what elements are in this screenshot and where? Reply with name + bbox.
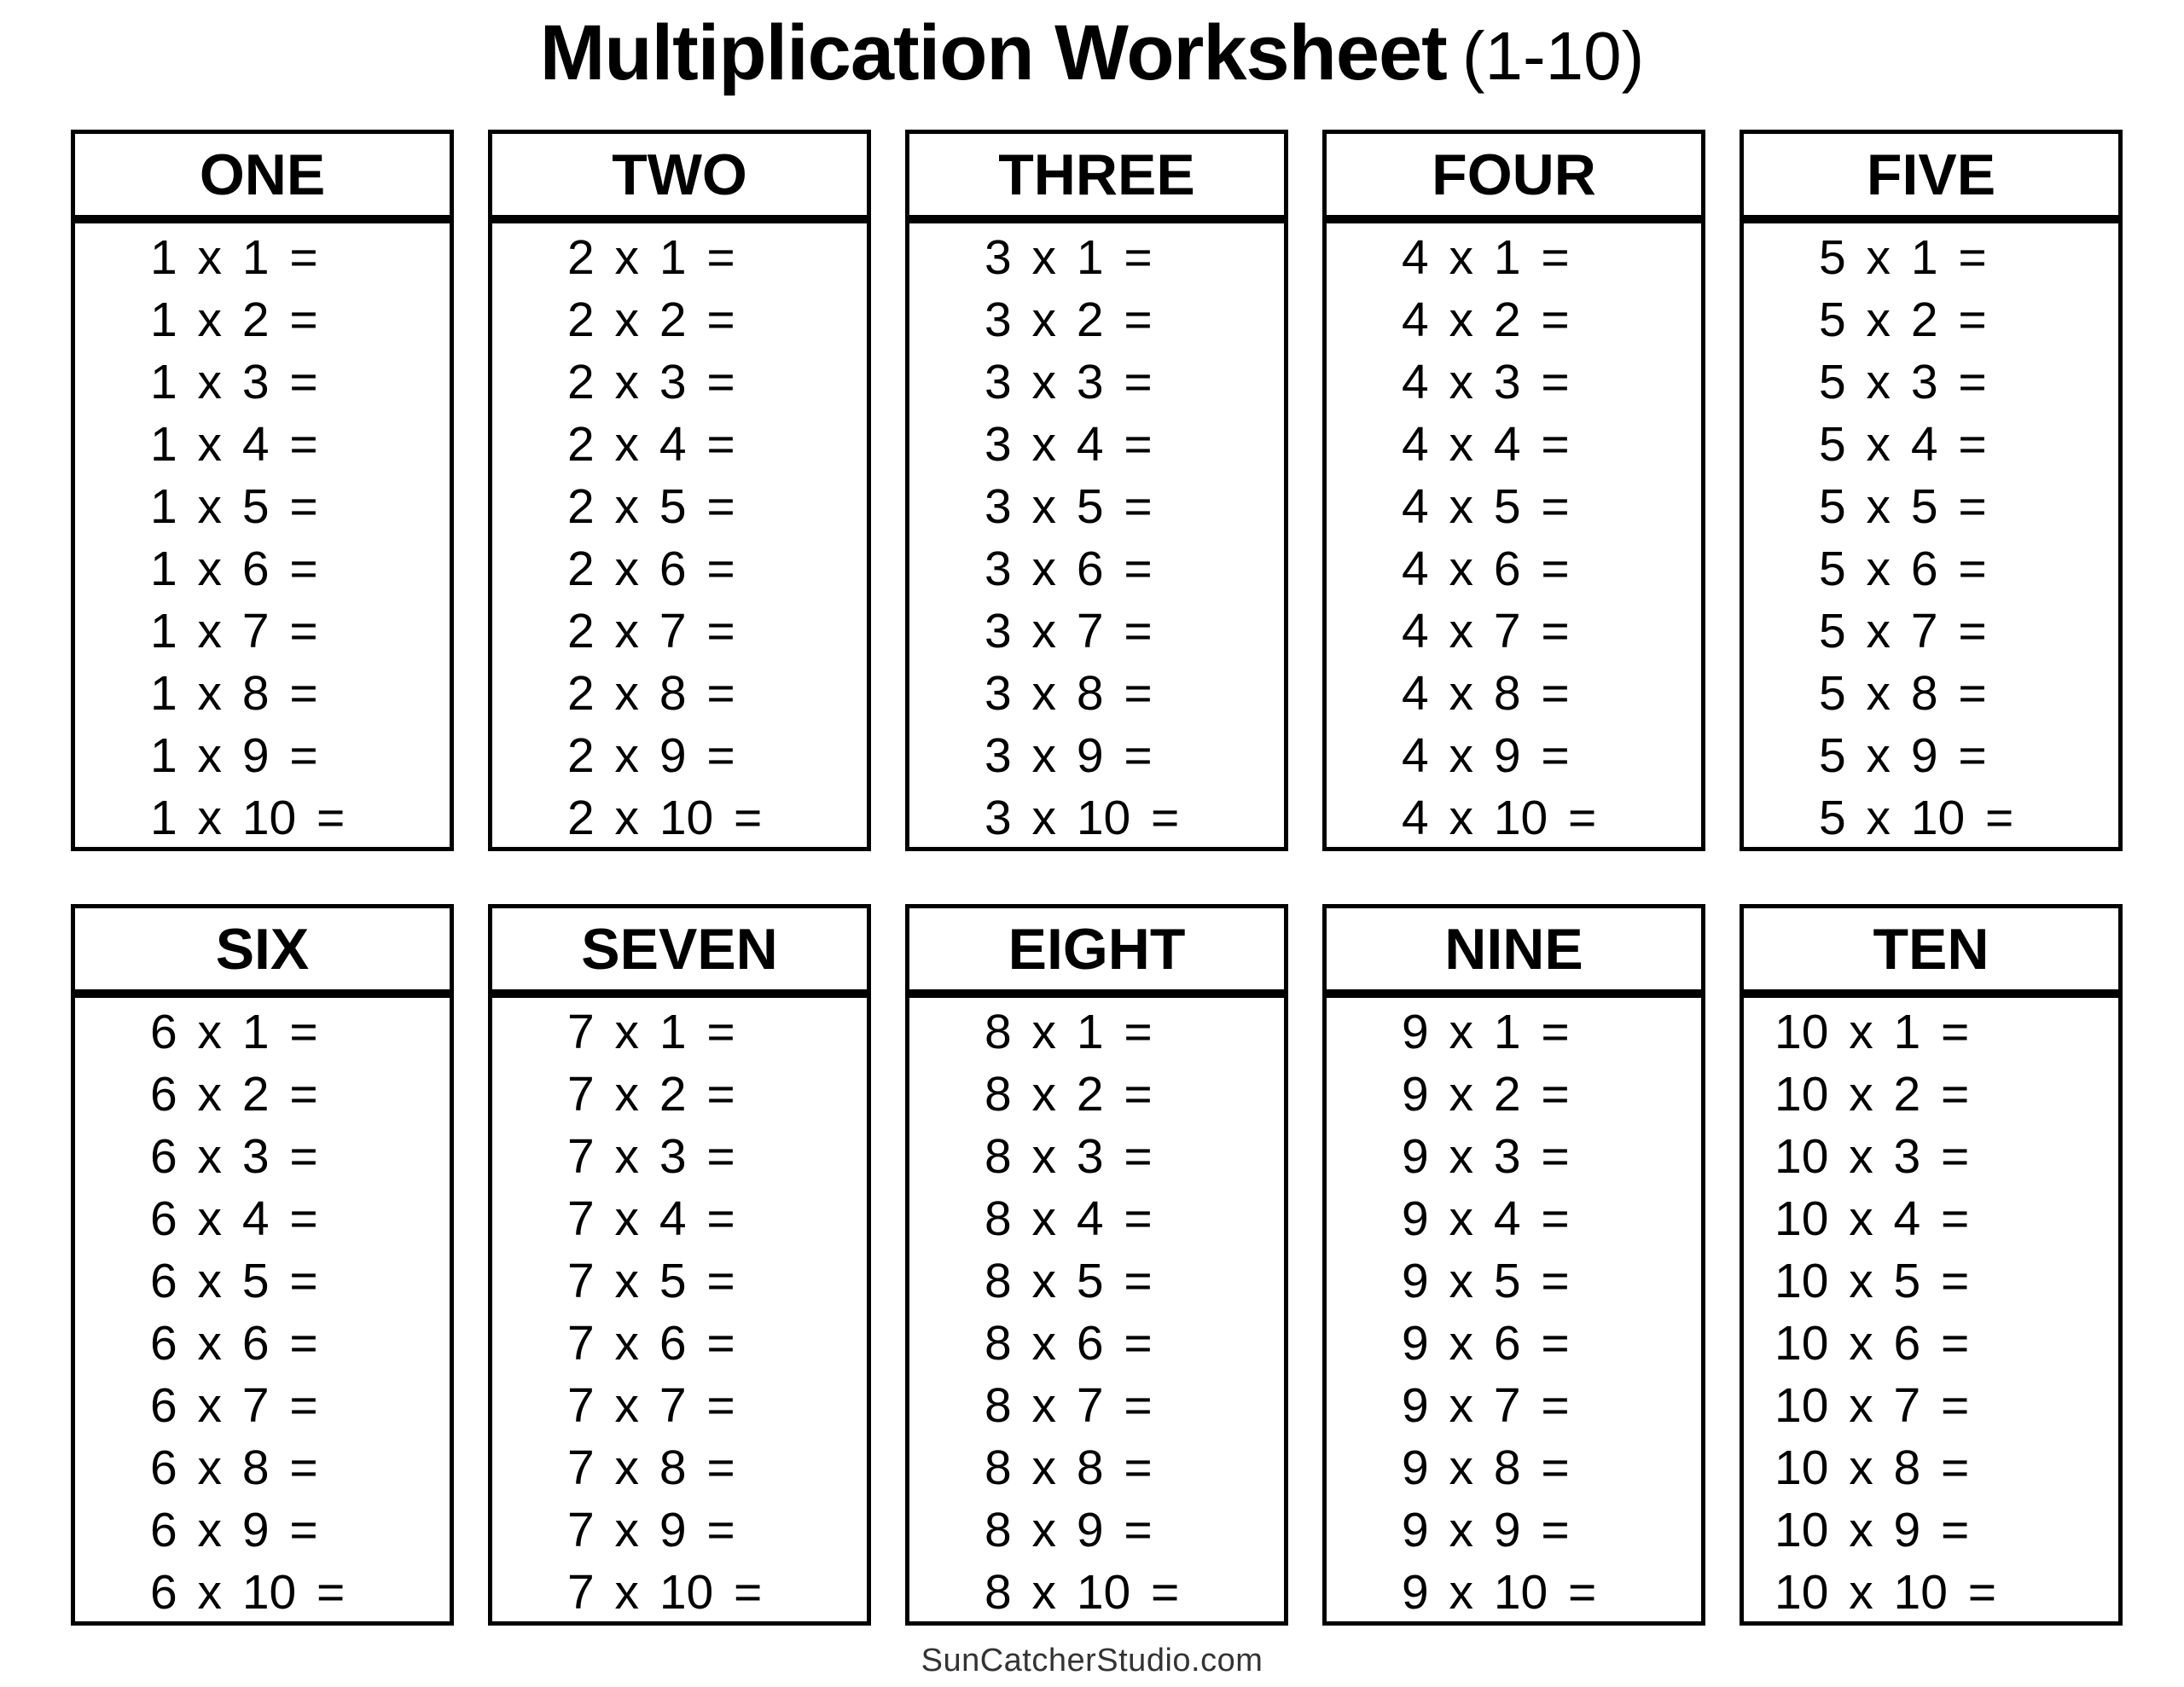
problem-row: 3 x 7 = xyxy=(985,604,1153,658)
problem-row: 7 x 5 = xyxy=(567,1254,735,1308)
times-table-header: FOUR xyxy=(1322,130,1705,219)
problem-row: 7 x 2 = xyxy=(567,1067,735,1122)
problem-row: 4 x 10 = xyxy=(1402,791,1597,845)
problem-row: 6 x 4 = xyxy=(150,1191,318,1246)
problem-row: 5 x 9 = xyxy=(1819,728,1987,783)
tables-grid xyxy=(71,130,2123,1626)
times-table-body xyxy=(1740,994,2123,1626)
times-table-body xyxy=(71,994,454,1626)
problem-row: 2 x 7 = xyxy=(567,604,735,658)
times-table-header: EIGHT xyxy=(905,904,1288,994)
problem-row: 3 x 4 = xyxy=(985,417,1153,472)
problem-row: 2 x 2 = xyxy=(567,293,735,347)
problem-row: 9 x 9 = xyxy=(1402,1503,1570,1557)
times-table-two xyxy=(488,130,871,851)
problem-row: 4 x 3 = xyxy=(1402,355,1570,409)
problem-row: 4 x 9 = xyxy=(1402,728,1570,783)
times-table-three xyxy=(905,130,1288,851)
problem-row: 4 x 2 = xyxy=(1402,293,1570,347)
problem-row: 5 x 4 = xyxy=(1819,417,1987,472)
problem-row: 9 x 8 = xyxy=(1402,1441,1570,1495)
problem-row: 8 x 1 = xyxy=(985,1005,1153,1059)
times-table-body xyxy=(488,219,871,851)
problem-row: 1 x 6 = xyxy=(150,542,318,596)
problem-row: 8 x 7 = xyxy=(985,1378,1153,1433)
problem-row: 7 x 4 = xyxy=(567,1191,735,1246)
problem-row: 5 x 10 = xyxy=(1819,791,2014,845)
problem-row: 7 x 10 = xyxy=(567,1565,763,1620)
problem-row: 8 x 3 = xyxy=(985,1129,1153,1184)
page-title xyxy=(0,9,2184,96)
problem-row: 2 x 5 = xyxy=(567,479,735,534)
times-table-body xyxy=(71,219,454,851)
problem-row: 3 x 5 = xyxy=(985,479,1153,534)
problem-row: 2 x 6 = xyxy=(567,542,735,596)
problem-row: 7 x 7 = xyxy=(567,1378,735,1433)
problem-row: 6 x 3 = xyxy=(150,1129,318,1184)
times-table-ten xyxy=(1740,904,2123,1626)
problem-row: 5 x 8 = xyxy=(1819,666,1987,721)
times-table-header: TEN xyxy=(1740,904,2123,994)
problem-row: 10 x 6 = xyxy=(1774,1316,1970,1371)
times-table-eight xyxy=(905,904,1288,1626)
problem-row: 9 x 7 = xyxy=(1402,1378,1570,1433)
problem-row: 7 x 3 = xyxy=(567,1129,735,1184)
problem-row: 6 x 10 = xyxy=(150,1565,346,1620)
problem-row: 8 x 10 = xyxy=(985,1565,1180,1620)
problem-row: 2 x 10 = xyxy=(567,791,763,845)
problem-row: 5 x 7 = xyxy=(1819,604,1987,658)
problem-row: 1 x 10 = xyxy=(150,791,346,845)
problem-row: 3 x 2 = xyxy=(985,293,1153,347)
problem-row: 8 x 4 = xyxy=(985,1191,1153,1246)
times-table-header: SIX xyxy=(71,904,454,994)
problem-row: 9 x 10 = xyxy=(1402,1565,1597,1620)
problem-row: 5 x 5 = xyxy=(1819,479,1987,534)
times-table-nine xyxy=(1322,904,1705,1626)
problem-row: 4 x 7 = xyxy=(1402,604,1570,658)
problem-row: 9 x 1 = xyxy=(1402,1005,1570,1059)
times-table-four xyxy=(1322,130,1705,851)
problem-row: 6 x 1 = xyxy=(150,1005,318,1059)
problem-row: 1 x 2 = xyxy=(150,293,318,347)
times-table-body xyxy=(905,219,1288,851)
times-table-body xyxy=(1322,994,1705,1626)
times-table-body xyxy=(905,994,1288,1626)
problem-row: 10 x 10 = xyxy=(1774,1565,1997,1620)
problem-row: 6 x 8 = xyxy=(150,1441,318,1495)
times-table-five xyxy=(1740,130,2123,851)
page-title-range: (1-10) xyxy=(1461,18,1645,94)
problem-row: 4 x 5 = xyxy=(1402,479,1570,534)
problem-row: 6 x 9 = xyxy=(150,1503,318,1557)
problem-row: 9 x 2 = xyxy=(1402,1067,1570,1122)
problem-row: 5 x 2 = xyxy=(1819,293,1987,347)
problem-row: 4 x 1 = xyxy=(1402,230,1570,285)
problem-row: 6 x 6 = xyxy=(150,1316,318,1371)
times-table-header: ONE xyxy=(71,130,454,219)
times-table-seven xyxy=(488,904,871,1626)
problem-row: 3 x 6 = xyxy=(985,542,1153,596)
problem-row: 7 x 8 = xyxy=(567,1441,735,1495)
problem-row: 3 x 8 = xyxy=(985,666,1153,721)
problem-row: 3 x 10 = xyxy=(985,791,1180,845)
problem-row: 1 x 4 = xyxy=(150,417,318,472)
problem-row: 1 x 1 = xyxy=(150,230,318,285)
problem-row: 10 x 4 = xyxy=(1774,1191,1970,1246)
times-table-body xyxy=(1322,219,1705,851)
problem-row: 9 x 3 = xyxy=(1402,1129,1570,1184)
problem-row: 2 x 3 = xyxy=(567,355,735,409)
problem-row: 6 x 2 = xyxy=(150,1067,318,1122)
times-table-header: THREE xyxy=(905,130,1288,219)
problem-row: 5 x 3 = xyxy=(1819,355,1987,409)
problem-row: 10 x 2 = xyxy=(1774,1067,1970,1122)
problem-row: 9 x 5 = xyxy=(1402,1254,1570,1308)
problem-row: 1 x 3 = xyxy=(150,355,318,409)
problem-row: 7 x 6 = xyxy=(567,1316,735,1371)
problem-row: 4 x 8 = xyxy=(1402,666,1570,721)
problem-row: 9 x 4 = xyxy=(1402,1191,1570,1246)
problem-row: 1 x 9 = xyxy=(150,728,318,783)
problem-row: 6 x 7 = xyxy=(150,1378,318,1433)
problem-row: 7 x 9 = xyxy=(567,1503,735,1557)
times-table-one xyxy=(71,130,454,851)
problem-row: 5 x 6 = xyxy=(1819,542,1987,596)
problem-row: 10 x 1 = xyxy=(1774,1005,1970,1059)
problem-row: 2 x 8 = xyxy=(567,666,735,721)
problem-row: 1 x 5 = xyxy=(150,479,318,534)
problem-row: 9 x 6 = xyxy=(1402,1316,1570,1371)
problem-row: 2 x 9 = xyxy=(567,728,735,783)
times-table-header: TWO xyxy=(488,130,871,219)
problem-row: 8 x 6 = xyxy=(985,1316,1153,1371)
problem-row: 3 x 9 = xyxy=(985,728,1153,783)
times-table-header: FIVE xyxy=(1740,130,2123,219)
problem-row: 10 x 5 = xyxy=(1774,1254,1970,1308)
problem-row: 8 x 9 = xyxy=(985,1503,1153,1557)
problem-row: 4 x 4 = xyxy=(1402,417,1570,472)
times-table-body xyxy=(1740,219,2123,851)
times-table-body xyxy=(488,994,871,1626)
problem-row: 10 x 9 = xyxy=(1774,1503,1970,1557)
page-title-main: Multiplication Worksheet xyxy=(539,9,1447,96)
problem-row: 5 x 1 = xyxy=(1819,230,1987,285)
problem-row: 4 x 6 = xyxy=(1402,542,1570,596)
problem-row: 3 x 1 = xyxy=(985,230,1153,285)
problem-row: 2 x 1 = xyxy=(567,230,735,285)
problem-row: 7 x 1 = xyxy=(567,1005,735,1059)
problem-row: 3 x 3 = xyxy=(985,355,1153,409)
problem-row: 1 x 8 = xyxy=(150,666,318,721)
problem-row: 10 x 8 = xyxy=(1774,1441,1970,1495)
problem-row: 1 x 7 = xyxy=(150,604,318,658)
problem-row: 6 x 5 = xyxy=(150,1254,318,1308)
problem-row: 8 x 8 = xyxy=(985,1441,1153,1495)
problem-row: 8 x 2 = xyxy=(985,1067,1153,1122)
problem-row: 10 x 7 = xyxy=(1774,1378,1970,1433)
problem-row: 10 x 3 = xyxy=(1774,1129,1970,1184)
footer-credit: SunCatcherStudio.com xyxy=(921,1643,1263,1678)
times-table-header: NINE xyxy=(1322,904,1705,994)
times-table-header: SEVEN xyxy=(488,904,871,994)
problem-row: 8 x 5 = xyxy=(985,1254,1153,1308)
problem-row: 2 x 4 = xyxy=(567,417,735,472)
times-table-six xyxy=(71,904,454,1626)
